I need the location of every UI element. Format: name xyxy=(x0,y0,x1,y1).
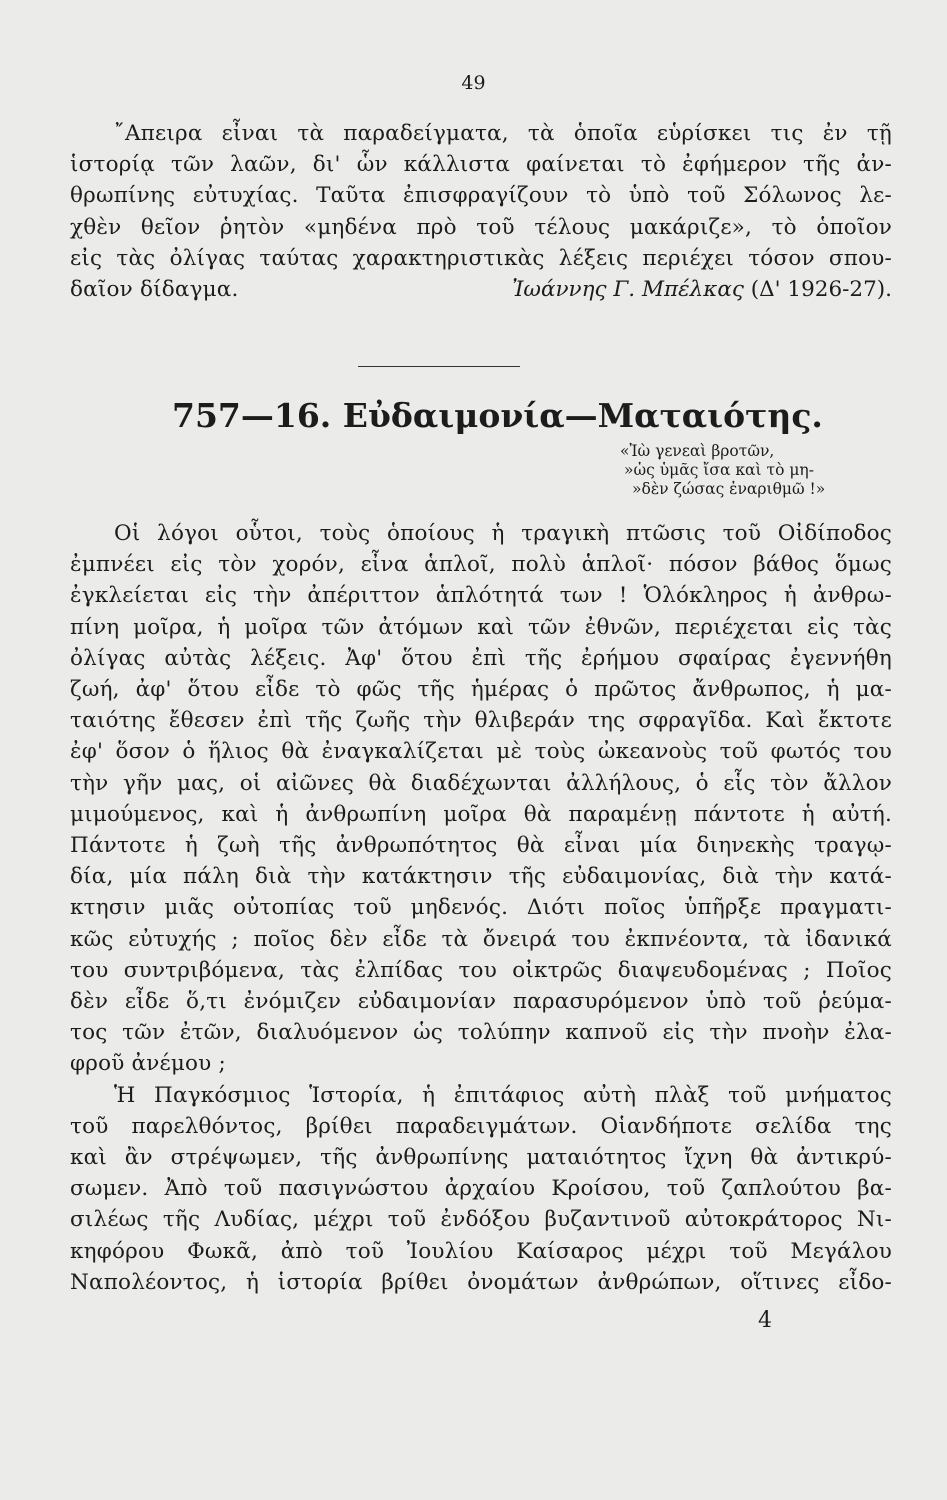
text-line: δία, μία πάλη διὰ τὴν κατάκτησιν τῆς εὐδαιμονίας, διὰ τὴν κατά- xyxy=(70,864,892,890)
page-number: 49 xyxy=(461,72,486,94)
text-line: ζωή, ἀφ' ὅτου εἶδε τὸ φῶς τῆς ἡμέρας ὁ πρῶτος ἄνθρωπος, ἡ μα- xyxy=(70,677,892,703)
text-line: σιλέως τῆς Λυδίας, μέχρι τοῦ ἐνδόξου βυζαντινοῦ αὐτοκράτορος Νι- xyxy=(70,1207,892,1233)
text-line: τοῦ παρελθόντος, βρίθει παραδειγμάτων. Οἱανδήποτε σελίδα της xyxy=(70,1113,892,1139)
epigraph-line: »δὲν ζώσας ἐναριθμῶ !» xyxy=(632,480,826,498)
text-line: ταιότης ἔθεσεν ἐπὶ τῆς ζωῆς τὴν θλιβεράν της σφραγῖδα. Καὶ ἔκτοτε xyxy=(70,708,892,734)
text-line: Πάντοτε ἡ ζωὴ τῆς ἀνθρωπότητος θὰ εἶναι μία διηνεκὴς τραγῳ- xyxy=(70,833,892,859)
intro-line: ἱστορίᾳ τῶν λαῶν, δι' ὧν κάλλιστα φαίνεται τὸ ἐφήμερον τῆς ἀν- xyxy=(70,152,892,178)
main-text xyxy=(70,518,892,1298)
text-line: σωμεν. Ἀπὸ τοῦ πασιγνώστου ἀρχαίου Κροίσου, τοῦ ζαπλούτου βα- xyxy=(70,1176,892,1202)
text-line: τος τῶν ἐτῶν, διαλυόμενον ὡς τολύπην καπνοῦ εἰς τὴν πνοὴν ἐλα- xyxy=(70,1020,892,1046)
intro-line: ῎Απειρα εἶναι τὰ παραδείγματα, τὰ ὁποῖα εὑρίσκει τις ἐν τῇ xyxy=(114,121,892,146)
intro-line: θρωπίνης εὐτυχίας. Ταῦτα ἐπισφραγίζουν τὸ ὑπὸ τοῦ Σόλωνος λε- xyxy=(70,183,892,209)
author-year: (Δ' 1926-27). xyxy=(750,277,892,303)
section-heading xyxy=(172,396,823,435)
intro-paragraph xyxy=(70,118,892,305)
epigraph-line: »ὡς ὑμᾶς ἴσα καὶ τὸ μη- xyxy=(624,461,814,479)
author-name: Ἰωάννης Γ. Μπέλκας xyxy=(512,277,744,303)
text-line: φροῦ ἀνέμου ; xyxy=(70,1051,226,1077)
section-title: Εὐδαιμονία—Ματαιότης. xyxy=(342,396,823,435)
text-line: Ναπολέοντος, ἡ ἱστορία βρίθει ὀνομάτων ἀνθρώπων, οἵτινες εἶδο- xyxy=(70,1269,892,1295)
text-line: του συντριβόμενα, τὰς ἐλπίδας του οἰκτρῶς διαψευδομένας ; Ποῖος xyxy=(70,957,892,983)
signature-mark: 4 xyxy=(758,1308,772,1333)
epigraph xyxy=(620,442,826,499)
text-line: κτησιν μιᾶς οὐτοπίας τοῦ μηδενός. Διότι ποῖος ὑπῆρξε πραγματι- xyxy=(70,895,892,921)
author-signature xyxy=(70,274,892,305)
section-divider xyxy=(358,366,520,367)
text-line: ἐγκλείεται εἰς τὴν ἀπέριττον ἁπλότητά των ! Ὁλόκληρος ἡ ἀνθρω- xyxy=(70,583,892,609)
text-line: Οἱ λόγοι οὗτοι, τοὺς ὁποίους ἡ τραγικὴ πτῶσις τοῦ Οἰδίποδος xyxy=(114,521,892,546)
text-line: καὶ ἂν στρέψωμεν, τῆς ἀνθρωπίνης ματαιότητος ἴχνη θὰ ἀντικρύ- xyxy=(70,1145,892,1171)
epigraph-line: «Ἰὼ γενεαὶ βροτῶν, xyxy=(620,442,775,460)
section-number: 757—16. xyxy=(172,396,332,435)
text-line: πίνη μοῖρα, ἡ μοῖρα τῶν ἀτόμων καὶ τῶν ἐθνῶν, περιέχεται εἰς τὰς xyxy=(70,614,892,640)
intro-line: δαῖον δίδαγμα. xyxy=(70,277,239,303)
text-line: μιμούμενος, καὶ ἡ ἀνθρωπίνη μοῖρα θὰ παραμένῃ πάντοτε ἡ αὐτή. xyxy=(70,801,892,827)
text-line: ὀλίγας αὐτὰς λέξεις. Ἀφ' ὅτου ἐπὶ τῆς ἐρήμου σφαίρας ἐγεννήθη xyxy=(70,645,892,671)
text-line: ἐφ' ὅσον ὁ ἥλιος θὰ ἐναγκαλίζεται μὲ τοὺς ὠκεανοὺς τοῦ φωτός του xyxy=(70,739,892,765)
text-line: κῶς εὐτυχής ; ποῖος δὲν εἶδε τὰ ὄνειρά του ἐκπνέοντα, τὰ ἰδανικά xyxy=(70,926,892,952)
text-line: ἐμπνέει εἰς τὸν χορόν, εἶνα ἁπλοῖ, πολὺ ἁπλοῖ· πόσον βάθος ὅμως xyxy=(70,552,892,578)
text-line: τὴν γῆν μας, οἱ αἰῶνες θὰ διαδέχωνται ἀλλήλους, ὁ εἷς τὸν ἄλλον xyxy=(70,770,892,796)
intro-line: εἰς τὰς ὀλίγας ταύτας χαρακτηριστικὰς λέξεις περιέχει τόσον σπου- xyxy=(70,245,892,271)
intro-line: χθὲν θεῖον ῥητὸν «μηδένα πρὸ τοῦ τέλους μακάριζε», τὸ ὁποῖον xyxy=(70,214,892,240)
text-line: κηφόρου Φωκᾶ, ἀπὸ τοῦ Ἰουλίου Καίσαρος μέχρι τοῦ Μεγάλου xyxy=(70,1238,892,1264)
text-line: δὲν εἶδε ὅ,τι ἐνόμιζεν εὐδαιμονίαν παρασυρόμενον ὑπὸ τοῦ ῥεύμα- xyxy=(70,989,892,1015)
text-line: Ἡ Παγκόσμιος Ἱστορία, ἡ ἐπιτάφιος αὐτὴ πλὰξ τοῦ μνήματος xyxy=(114,1082,892,1108)
